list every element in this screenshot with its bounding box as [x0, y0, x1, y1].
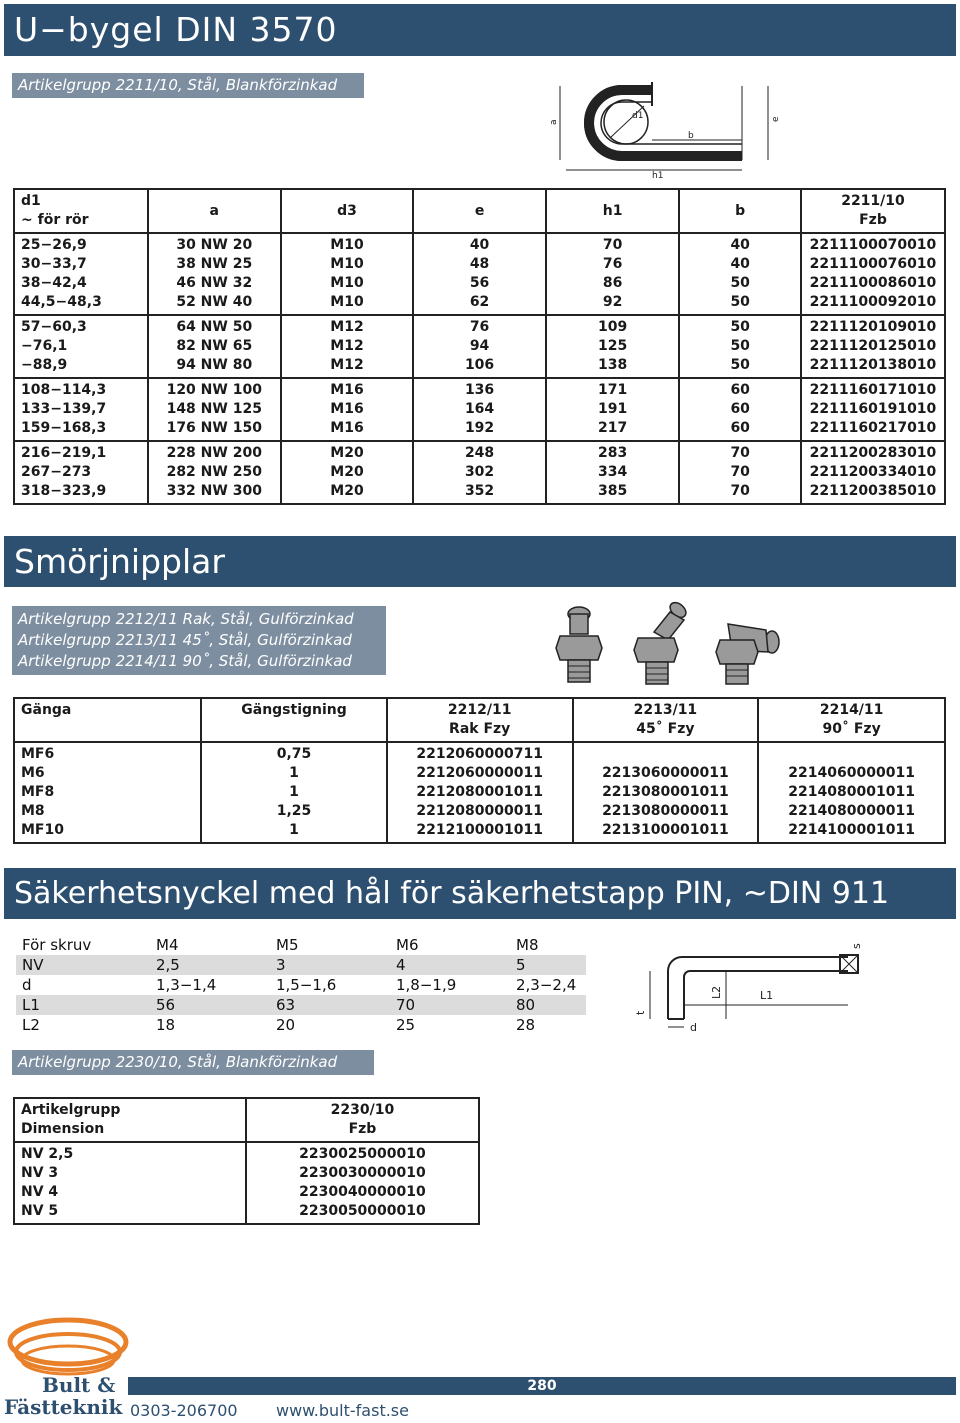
- diagram-label-d1: d1: [632, 111, 644, 121]
- ubygel-group-label: Artikelgrupp 2211/10, Stål, Blankförzinkad: [12, 73, 364, 98]
- brand-line-2: Fästteknik: [4, 1395, 123, 1419]
- header-rak: 2212/11 Rak Fzy: [387, 698, 573, 742]
- section-title-sakerhetsnyckel: Säkerhetsnyckel med hål för säkerhetstapp PIN, ~DIN 911: [4, 868, 956, 919]
- cell-e: 40 48 56 62: [413, 233, 546, 315]
- diagram-label-a: a: [549, 119, 559, 125]
- cell-b: 70 70 70: [679, 441, 801, 504]
- diagram-label-l1: L1: [760, 989, 774, 1002]
- header-code: 2211/10 Fzb: [801, 189, 945, 233]
- ubygel-group-3: [14, 378, 945, 441]
- smor-group-1: Artikelgrupp 2212/11 Rak, Stål, Gulförzinkad: [18, 610, 354, 628]
- cell-e: 248 302 352: [413, 441, 546, 504]
- cell-d1: 108−114,3 133−139,7 159−168,3: [14, 378, 148, 441]
- col-stigning: 0,75 1 1 1,25 1: [201, 742, 387, 843]
- smor-group-3: Artikelgrupp 2214/11 90˚, Stål, Gulförzinkad: [18, 652, 352, 670]
- diagram-label-h1: h1: [652, 171, 664, 181]
- hex-key-diagram: [628, 935, 878, 1035]
- cell-d3: M12 M12 M12: [281, 315, 414, 378]
- sakerhetsnyckel-spec-table: [16, 935, 586, 1035]
- straight-nipple-icon: [556, 607, 602, 682]
- header-e: e: [413, 189, 546, 233]
- col-rak: 2212060000711 2212060000011 2212080001011 2212080000011 2212100001011: [387, 742, 573, 843]
- header-h1: h1: [546, 189, 680, 233]
- cell-code: 2211100070010 2211100076010 2211100086010 2211100092010: [801, 233, 945, 315]
- smor-group-labels: [12, 606, 386, 675]
- cell-h1: 109 125 138: [546, 315, 680, 378]
- diagram-label-s: s: [850, 943, 863, 949]
- angled-45-nipple-icon: [634, 600, 689, 684]
- cell-a: 30 NW 20 38 NW 25 46 NW 32 52 NW 40: [148, 233, 281, 315]
- footer-website[interactable]: www.bult-fast.se: [276, 1401, 409, 1420]
- cell-h1: 283 334 385: [546, 441, 680, 504]
- diagram-label-b: b: [688, 131, 694, 141]
- col-dimension: NV 2,5 NV 3 NV 4 NV 5: [14, 1142, 246, 1224]
- spec-row-d: d 1,3−1,4 1,5−1,6 1,8−1,9 2,3−2,4: [22, 976, 577, 994]
- cell-a: 228 NW 200 282 NW 250 332 NW 300: [148, 441, 281, 504]
- header-artikelgrupp: Artikelgrupp Dimension: [14, 1098, 246, 1142]
- spec-row-l2: L2 18 20 25 28: [22, 1016, 536, 1034]
- saker-group-label: Artikelgrupp 2230/10, Stål, Blankförzinkad: [12, 1050, 374, 1075]
- col-code: 2230025000010 2230030000010 2230040000010 2230050000010: [246, 1142, 479, 1224]
- cell-b: 40 40 50 50: [679, 233, 801, 315]
- ubygel-group-4: [14, 441, 945, 504]
- header-a: a: [148, 189, 281, 233]
- col-ganga: MF6 M6 MF8 M8 MF10: [14, 742, 201, 843]
- spec-row-nv: NV 2,5 3 4 5: [16, 955, 586, 975]
- saker-art-body: [14, 1142, 479, 1224]
- spec-row-screw: För skruv M4 M5 M6 M8: [22, 936, 539, 954]
- smor-body: [14, 742, 945, 843]
- ubygel-group-1: [14, 233, 945, 315]
- cell-b: 50 50 50: [679, 315, 801, 378]
- header-b: b: [679, 189, 801, 233]
- col-45: 2213060000011 2213080001011 2213080000011 2213100001011: [573, 742, 759, 843]
- cell-d1: 216−219,1 267−273 318−323,9: [14, 441, 148, 504]
- col-90: 2214060000011 2214080001011 2214080000011 2214100001011: [758, 742, 945, 843]
- footer-phone: 0303-206700: [130, 1401, 238, 1420]
- diagram-label-l2: L2: [710, 985, 723, 999]
- page-number: 280: [128, 1377, 956, 1395]
- cell-d1: 25−26,9 30−33,7 38−42,4 44,5−48,3: [14, 233, 148, 315]
- cell-code: 2211200283010 2211200334010 2211200385010: [801, 441, 945, 504]
- header-90: 2214/11 90˚ Fzy: [758, 698, 945, 742]
- header-45: 2213/11 45˚ Fzy: [573, 698, 759, 742]
- cell-e: 136 164 192: [413, 378, 546, 441]
- diagram-label-e: e: [771, 116, 781, 122]
- ubygel-table: [13, 188, 946, 505]
- grease-nipples-image: [552, 600, 792, 690]
- header-ganga: Gänga: [14, 698, 201, 742]
- cell-h1: 70 76 86 92: [546, 233, 680, 315]
- section-title-smorjnipplar: Smörjnipplar: [4, 536, 956, 587]
- header-2230: 2230/10 Fzb: [246, 1098, 479, 1142]
- cell-e: 76 94 106: [413, 315, 546, 378]
- cell-h1: 171 191 217: [546, 378, 680, 441]
- cell-a: 64 NW 50 82 NW 65 94 NW 80: [148, 315, 281, 378]
- brand-line-1: Bult &: [42, 1373, 116, 1397]
- sakerhetsnyckel-article-table: [13, 1097, 480, 1225]
- cell-a: 120 NW 100 148 NW 125 176 NW 150: [148, 378, 281, 441]
- logo-rings-icon: [4, 1316, 130, 1376]
- header-d3: d3: [281, 189, 414, 233]
- header-d1: d1 ~ för rör: [14, 189, 148, 233]
- cell-b: 60 60 60: [679, 378, 801, 441]
- cell-code: 2211120109010 2211120125010 2211120138010: [801, 315, 945, 378]
- ubygel-group-2: [14, 315, 945, 378]
- cell-d3: M10 M10 M10 M10: [281, 233, 414, 315]
- spec-row-l1: L1 56 63 70 80: [16, 995, 586, 1015]
- diagram-label-d: d: [690, 1021, 697, 1034]
- header-gangstigning: Gängstigning: [201, 698, 387, 742]
- cell-code: 2211160171010 2211160191010 2211160217010: [801, 378, 945, 441]
- section-title-ubygel: U−bygel DIN 3570: [4, 4, 956, 56]
- ubygel-diagram: [549, 68, 798, 181]
- cell-d3: M20 M20 M20: [281, 441, 414, 504]
- company-logo: [4, 1316, 130, 1420]
- angled-90-nipple-icon: [716, 624, 779, 684]
- diagram-label-t: t: [634, 1010, 647, 1015]
- smorjnipplar-table: [13, 697, 946, 844]
- cell-d1: 57−60,3 −76,1 −88,9: [14, 315, 148, 378]
- smor-group-2: Artikelgrupp 2213/11 45˚, Stål, Gulförzinkad: [18, 631, 352, 649]
- cell-d3: M16 M16 M16: [281, 378, 414, 441]
